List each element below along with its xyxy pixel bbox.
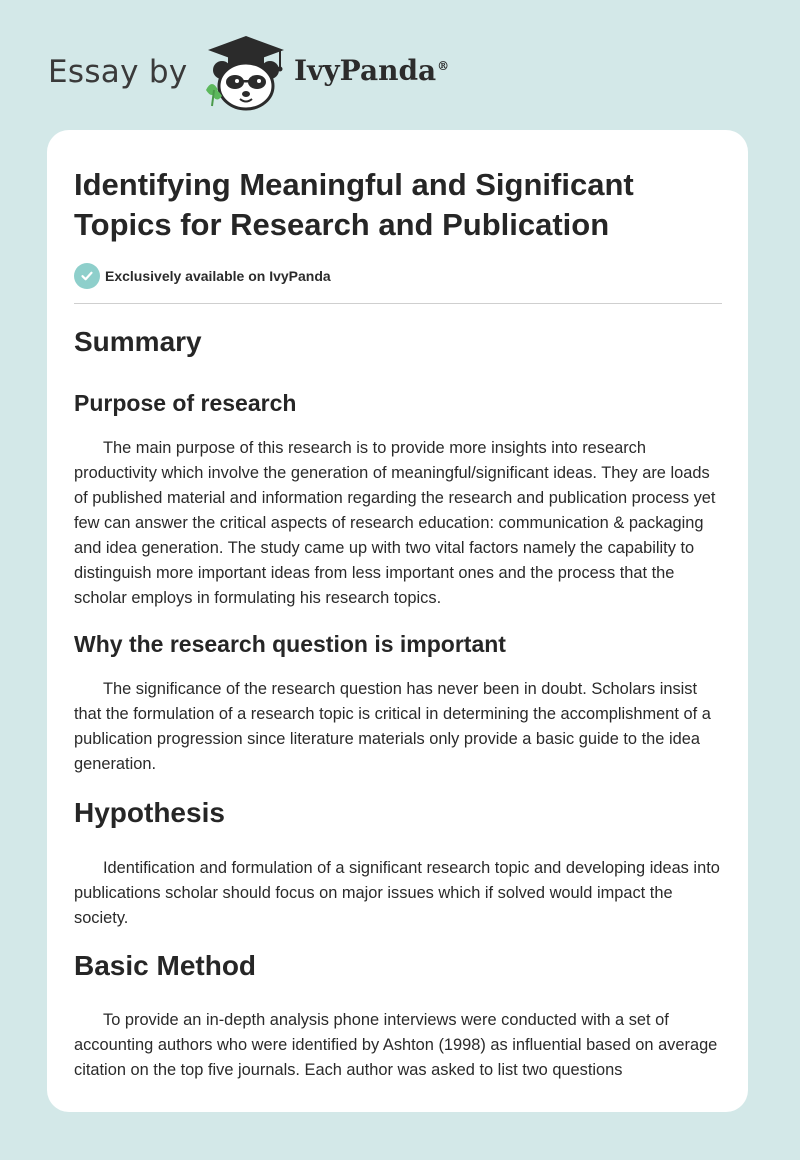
- panda-logo-icon: [200, 34, 292, 112]
- summary-heading: Summary: [74, 326, 202, 357]
- section-heading: Purpose of research: [74, 390, 297, 416]
- section-heading: Why the research question is important: [74, 631, 506, 657]
- essay-title: Identifying Meaningful and Significant Topics for Research and Publication: [74, 167, 634, 242]
- section-paragraph: To provide an in-depth analysis phone interviews were conducted with a set of accounting authors who were identified by Ashton (1998) as influential based on average citation on the top five journals. Each author was asked to list two questions: [74, 1011, 718, 1079]
- exclusive-badge: [74, 263, 331, 289]
- section-heading: Basic Method: [74, 950, 257, 981]
- brand-prefix: Essay by: [48, 54, 188, 90]
- divider: [74, 303, 722, 304]
- registered-mark: ®: [437, 58, 450, 73]
- check-circle-icon: [74, 263, 100, 289]
- section-paragraph: The main purpose of this research is to provide more insights into research productivity which involve the generation of meaningful/significant ideas. They are loads of published material and information regarding the research and publication process yet few can answer the critical aspects of research education: communication & packaging and idea generation. The study came up with two vital factors namely the capability to distinguish more important ideas from less important ones and the process that the scholar employs in formulating his research topics.: [74, 439, 716, 607]
- exclusive-label: Exclusively available on IvyPanda: [105, 268, 331, 284]
- section-heading: Hypothesis: [74, 797, 225, 828]
- section-paragraph: The significance of the research question has never been in doubt. Scholars insist that the formulation of a research topic is critical in determining the accomplishment of a publication progression since literature materials only provide a basic guide to the idea generation.: [74, 680, 711, 773]
- brand-header[interactable]: [48, 34, 468, 114]
- essay-card: [47, 130, 748, 1112]
- brand-name: IvyPanda®: [294, 54, 450, 87]
- section-paragraph: Identification and formulation of a significant research topic and developing ideas into publications scholar should focus on major issues which if solved would impact the society.: [74, 859, 720, 927]
